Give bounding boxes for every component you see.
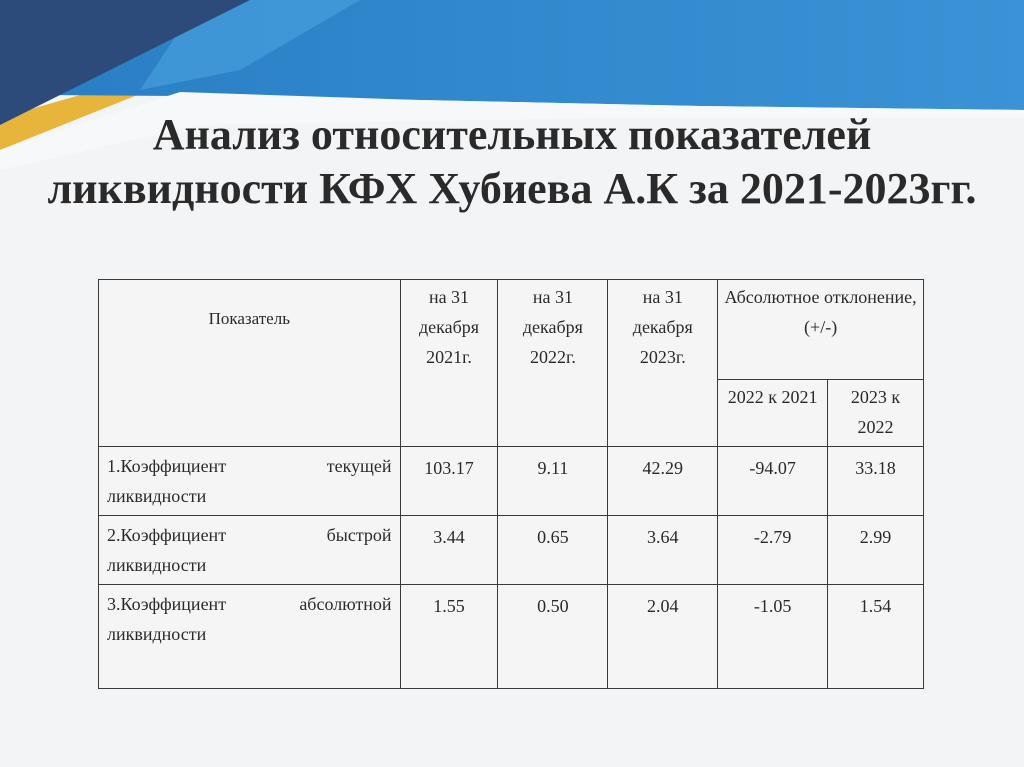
row-label bbox=[99, 447, 401, 516]
table-row bbox=[99, 585, 924, 689]
page-title bbox=[0, 108, 1024, 216]
row-label bbox=[99, 585, 401, 689]
header-deviation-2023-vs-2022: 2023 к 2022 bbox=[828, 380, 924, 447]
row-label-bottom: ликвидности bbox=[107, 624, 207, 644]
title-line-1: Анализ относительных показателей bbox=[152, 110, 872, 159]
table-row bbox=[99, 447, 924, 516]
cell-deviation-2: 33.18 bbox=[828, 447, 924, 516]
cell-2023: 3.64 bbox=[608, 516, 718, 585]
row-label-bottom: ликвидности bbox=[107, 486, 207, 506]
cell-2021: 3.44 bbox=[400, 516, 498, 585]
cell-2023: 42.29 bbox=[608, 447, 718, 516]
row-label-bottom: ликвидности bbox=[107, 555, 207, 575]
header-indicator: Показатель bbox=[99, 280, 401, 447]
row-label-top: 2.Коэффициент быстрой bbox=[107, 525, 392, 545]
header-2022: на 31 декабря 2022г. bbox=[498, 280, 608, 447]
row-label-top: 1.Коэффициент текущей bbox=[107, 456, 392, 476]
cell-deviation-1: -2.79 bbox=[718, 516, 828, 585]
cell-2023: 2.04 bbox=[608, 585, 718, 689]
row-label-top: 3.Коэффициент абсолютной bbox=[107, 594, 392, 614]
cell-2021: 103.17 bbox=[400, 447, 498, 516]
cell-deviation-2: 2.99 bbox=[828, 516, 924, 585]
header-2021: на 31 декабря 2021г. bbox=[400, 280, 498, 447]
cell-2021: 1.55 bbox=[400, 585, 498, 689]
cell-deviation-1: -94.07 bbox=[718, 447, 828, 516]
header-deviation: Абсолютное отклонение, (+/-) bbox=[718, 280, 924, 380]
cell-2022: 0.50 bbox=[498, 585, 608, 689]
cell-2022: 9.11 bbox=[498, 447, 608, 516]
liquidity-table bbox=[98, 279, 924, 689]
header-2023: на 31 декабря 2023г. bbox=[608, 280, 718, 447]
header-deviation-2022-vs-2021: 2022 к 2021 bbox=[718, 380, 828, 447]
cell-deviation-1: -1.05 bbox=[718, 585, 828, 689]
cell-deviation-2: 1.54 bbox=[828, 585, 924, 689]
table-row bbox=[99, 516, 924, 585]
cell-2022: 0.65 bbox=[498, 516, 608, 585]
title-line-2: ликвидности КФХ Хубиева А.К за 2021-2023гг. bbox=[47, 164, 977, 213]
row-label bbox=[99, 516, 401, 585]
